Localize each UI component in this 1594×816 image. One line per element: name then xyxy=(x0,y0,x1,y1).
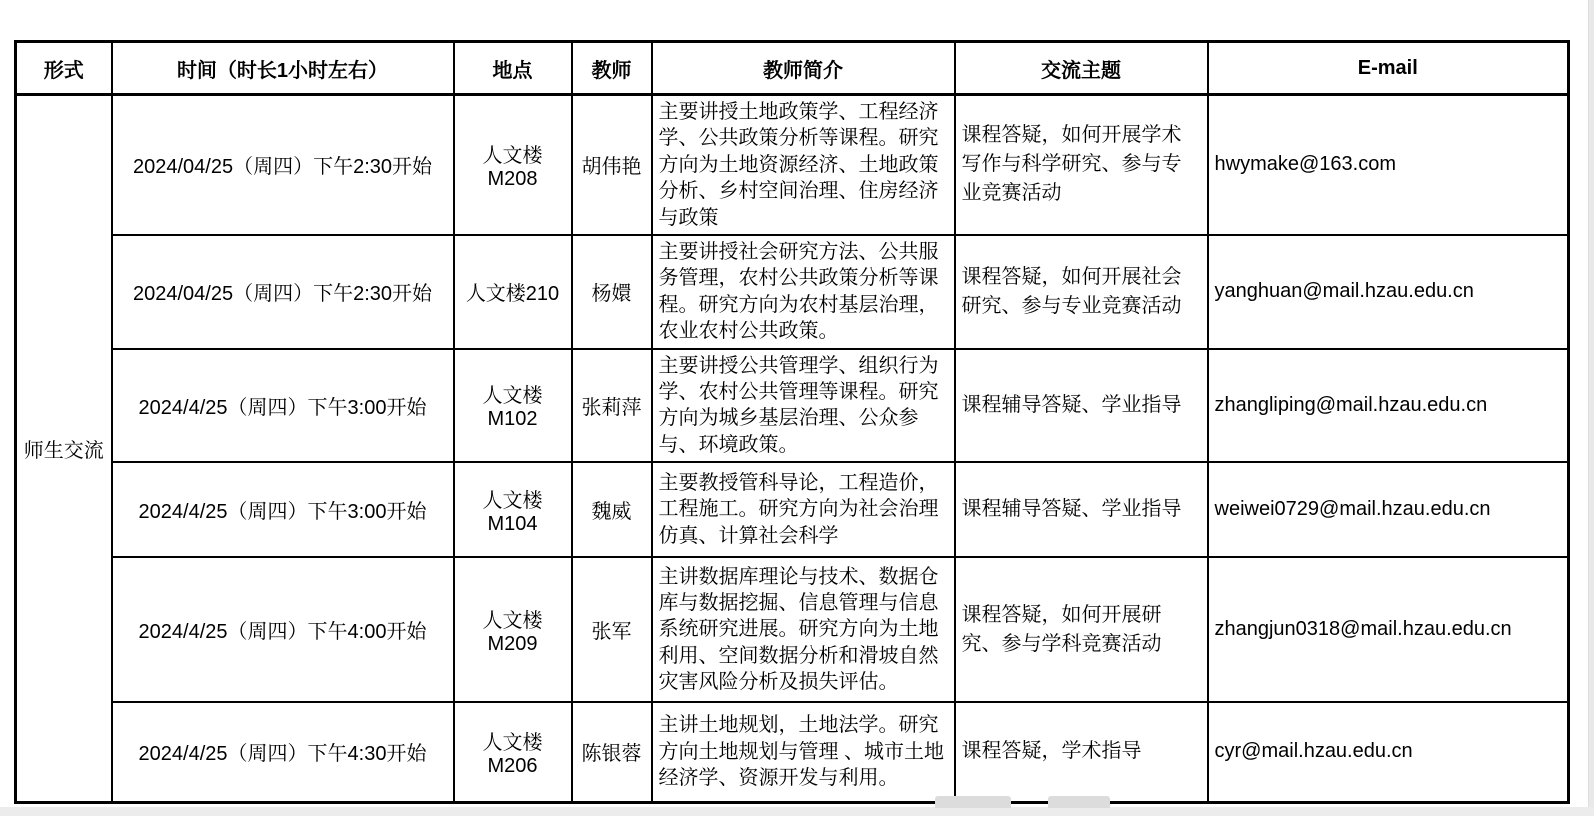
location-cell: 人文楼M104 xyxy=(454,462,572,557)
teacher-cell: 杨嬛 xyxy=(572,235,652,349)
table-row xyxy=(16,95,1569,235)
intro-cell: 主要讲授公共管理学、组织行为学、农村公共管理等课程。研究方向为城乡基层治理、公众参与、环境政策。 xyxy=(652,349,955,463)
email-cell: zhangjun0318@mail.hzau.edu.cn xyxy=(1208,557,1569,702)
table-row xyxy=(16,235,1569,349)
col-header-teacher: 教师 xyxy=(572,42,652,95)
col-header-time: 时间（时长1小时左右） xyxy=(112,42,454,95)
teacher-cell: 张军 xyxy=(572,557,652,702)
email-cell: hwymake@163.com xyxy=(1208,95,1569,235)
teacher-cell: 胡伟艳 xyxy=(572,95,652,235)
bottom-partial-button-right xyxy=(1048,796,1110,808)
topic-cell: 课程答疑，如何开展研究、参与学科竞赛活动 xyxy=(955,557,1208,702)
topic-cell: 课程辅导答疑、学业指导 xyxy=(955,462,1208,557)
format-merged-cell: 师生交流 xyxy=(16,95,112,803)
location-cell: 人文楼M208 xyxy=(454,95,572,235)
intro-cell: 主要讲授社会研究方法、公共服务管理，农村公共政策分析等课程。研究方向为农村基层治理，农业农村公共政策。 xyxy=(652,235,955,349)
email-cell: zhangliping@mail.hzau.edu.cn xyxy=(1208,349,1569,463)
time-cell: 2024/4/25（周四）下午4:00开始 xyxy=(112,557,454,702)
intro-cell: 主要讲授土地政策学、工程经济学、公共政策分析等课程。研究方向为土地资源经济、土地政策分析、乡村空间治理、住房经济与政策 xyxy=(652,95,955,235)
teacher-cell: 陈银蓉 xyxy=(572,702,652,802)
location-cell: 人文楼M102 xyxy=(454,349,572,463)
time-cell: 2024/04/25（周四）下午2:30开始 xyxy=(112,235,454,349)
topic-cell: 课程答疑，如何开展社会研究、参与专业竞赛活动 xyxy=(955,235,1208,349)
time-cell: 2024/4/25（周四）下午4:30开始 xyxy=(112,702,454,802)
teacher-cell: 张莉萍 xyxy=(572,349,652,463)
table-row xyxy=(16,557,1569,702)
location-cell: 人文楼210 xyxy=(454,235,572,349)
table-row xyxy=(16,702,1569,802)
col-header-format: 形式 xyxy=(16,42,112,95)
time-cell: 2024/4/25（周四）下午3:00开始 xyxy=(112,462,454,557)
teacher-cell: 魏威 xyxy=(572,462,652,557)
location-cell: 人文楼M206 xyxy=(454,702,572,802)
col-header-topic: 交流主题 xyxy=(955,42,1208,95)
email-cell: yanghuan@mail.hzau.edu.cn xyxy=(1208,235,1569,349)
intro-cell: 主讲土地规划，土地法学。研究方向土地规划与管理 、城市土地经济学、资源开发与利用。 xyxy=(652,702,955,802)
location-cell: 人文楼M209 xyxy=(454,557,572,702)
intro-cell: 主讲数据库理论与技术、数据仓库与数据挖掘、信息管理与信息系统研究进展。研究方向为土地利用、空间数据分析和滑坡自然灾害风险分析及损失评估。 xyxy=(652,557,955,702)
col-header-email: E-mail xyxy=(1208,42,1569,95)
col-header-intro: 教师简介 xyxy=(652,42,955,95)
intro-cell: 主要教授管科导论，工程造价，工程施工。研究方向为社会治理仿真、计算社会科学 xyxy=(652,462,955,557)
topic-cell: 课程辅导答疑、学业指导 xyxy=(955,349,1208,463)
table-row xyxy=(16,349,1569,463)
time-cell: 2024/4/25（周四）下午3:00开始 xyxy=(112,349,454,463)
header-row xyxy=(16,42,1569,95)
bottom-partial-button-left xyxy=(935,796,1011,808)
table-row xyxy=(16,462,1569,557)
bottom-window-edge xyxy=(0,807,1594,816)
schedule-table xyxy=(14,40,1570,804)
vertical-scrollbar[interactable] xyxy=(1588,0,1594,816)
topic-cell: 课程答疑，如何开展学术写作与科学研究、参与专业竞赛活动 xyxy=(955,95,1208,235)
col-header-location: 地点 xyxy=(454,42,572,95)
email-cell: weiwei0729@mail.hzau.edu.cn xyxy=(1208,462,1569,557)
time-cell: 2024/04/25（周四）下午2:30开始 xyxy=(112,95,454,235)
topic-cell: 课程答疑，学术指导 xyxy=(955,702,1208,802)
email-cell: cyr@mail.hzau.edu.cn xyxy=(1208,702,1569,802)
